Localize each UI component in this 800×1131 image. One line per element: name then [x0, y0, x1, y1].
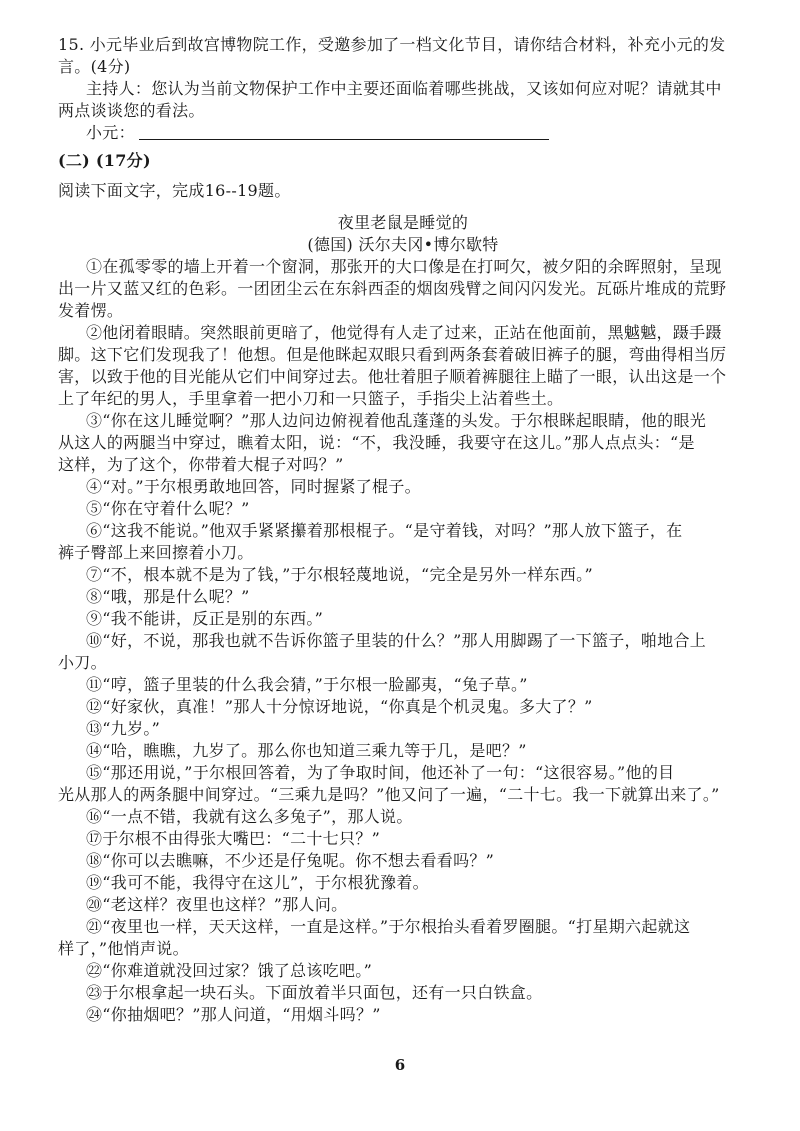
story-line: ⑳“老这样？夜里也这样？”那人问。: [86, 895, 348, 914]
question-15-line-2: 言。(4分): [58, 57, 131, 76]
story-line: ⑪“哼，篮子里装的什么我会猜，”于尔根一脸鄙夷，“兔子草。”: [86, 675, 528, 694]
story-line: ⑭“哈，瞧瞧，九岁了。那么你也知道三乘九等于几，是吧？”: [86, 741, 527, 760]
story-line: 小刀。: [58, 653, 107, 672]
story-line: ③“你在这儿睡觉啊？”那人边问边俯视着他乱蓬蓬的头发。于尔根眯起眼睛，他的眼光: [86, 411, 707, 430]
story-line: 上了年纪的男人，手里拿着一把小刀和一只篮子，手指尖上沾着些土。: [58, 389, 564, 408]
story-line: 这样，为了这个，你带着大棍子对吗？”: [58, 455, 344, 474]
story-line: 出一片又蓝又红的色彩。一团团尘云在东斜西歪的烟囱残臂之间闪闪发光。瓦砾片堆成的荒野: [58, 279, 727, 298]
section-heading: (二) (17分): [58, 151, 151, 170]
section-instruction: 阅读下面文字，完成16--19题。: [58, 181, 291, 200]
answer-blank[interactable]: [139, 123, 549, 140]
question-15-line-1: 15. 小元毕业后到故宫博物院工作，受邀参加了一档文化节目，请你结合材料，补充小元的发: [58, 35, 726, 54]
story-line: ⑫“好家伙，真准！”那人十分惊讶地说，“你真是个机灵鬼。多大了？”: [86, 697, 593, 716]
question-15: [58, 34, 748, 144]
story-line: ⑤“你在守着什么呢？”: [86, 499, 250, 518]
story-line: ㉓于尔根拿起一块石头。下面放着半只面包，还有一只白铁盒。: [86, 983, 543, 1002]
answer-label: 小元：: [86, 123, 135, 142]
story-line: 从这人的两腿当中穿过，瞧着太阳，说：“不，我没睡，我要守在这儿。”那人点点头：“是: [58, 433, 695, 452]
story: [58, 212, 748, 1026]
story-title: 夜里老鼠是睡觉的: [337, 213, 469, 232]
story-line: ④“对。”于尔根勇敢地回答，同时握紧了棍子。: [86, 477, 421, 496]
story-line: ⑰于尔根不由得张大嘴巴：“二十七只？”: [86, 829, 381, 848]
story-line: ⑥“这我不能说。”他双手紧紧攥着那根棍子。“是守着钱，对吗？”那人放下篮子，在: [86, 521, 683, 540]
story-line: ⑨“我不能讲，反正是别的东西。”: [86, 609, 324, 628]
story-line: 脚。这下它们发现我了！他想。但是他眯起双眼只看到两条套着破旧裤子的腿，弯曲得相当厉: [58, 345, 727, 364]
story-line: ②他闭着眼睛。突然眼前更暗了，他觉得有人走了过来，正站在他面前，黑魆魆，蹑手蹑: [86, 323, 722, 342]
story-line: 发着愣。: [58, 301, 124, 320]
story-line: ⑦“不，根本就不是为了钱，”于尔根轻蔑地说，“完全是另外一样东西。”: [86, 565, 593, 584]
story-body: [58, 256, 748, 1026]
story-line: ㉒“你难道就没回过家？饿了总该吃吧。”: [86, 961, 373, 980]
story-line: ⑩“好，不说，那我也就不告诉你篮子里装的什么？”那人用脚踢了一下篮子，啪地合上: [86, 631, 707, 650]
story-line: ⑲“我可不能，我得守在这儿”，于尔根犹豫着。: [86, 873, 429, 892]
page-number: 6: [394, 1056, 406, 1074]
story-author: (德国) 沃尔夫冈•博尔歇特: [307, 235, 499, 254]
story-line: 害，以致于他的目光能从它们中间穿过去。他壮着胆子顺着裤腿往上瞄了一眼，认出这是一个: [58, 367, 727, 386]
host-prompt-line-1: 主持人：您认为当前文物保护工作中主要还面临着哪些挑战，又该如何应对呢？请就其中: [86, 79, 722, 98]
story-line: ㉑“夜里也一样，天天这样，一直是这样。”于尔根抬头看着罗圈腿。“打星期六起就这: [86, 917, 691, 936]
section-2: [58, 150, 748, 202]
host-prompt-line-2: 两点谈谈您的看法。: [58, 101, 205, 120]
story-line: ⑱“你可以去瞧嘛，不少还是仔兔呢。你不想去看看吗？”: [86, 851, 495, 870]
story-line: ⑯“一点不错，我就有这么多兔子”，那人说。: [86, 807, 413, 826]
story-line: ㉔“你抽烟吧？”那人问道，“用烟斗吗？”: [86, 1005, 381, 1024]
story-line: 裤子臀部上来回擦着小刀。: [58, 543, 254, 562]
story-line: ⑧“哦，那是什么呢？”: [86, 587, 250, 606]
answer-line: [58, 122, 748, 144]
story-line: ⑬“九岁。”: [86, 719, 161, 738]
story-line: ⑮“那还用说，”于尔根回答着，为了争取时间，他还补了一句：“这很容易。”他的目: [86, 763, 675, 782]
story-line: 光从那人的两条腿中间穿过。“三乘九是吗？”他又问了一遍，“二十七。我一下就算出来了。”: [58, 785, 720, 804]
story-line: 样了，”他悄声说。: [58, 939, 189, 958]
story-line: ①在孤零零的墙上开着一个窗洞，那张开的大口像是在打呵欠，被夕阳的余晖照射，呈现: [86, 257, 722, 276]
